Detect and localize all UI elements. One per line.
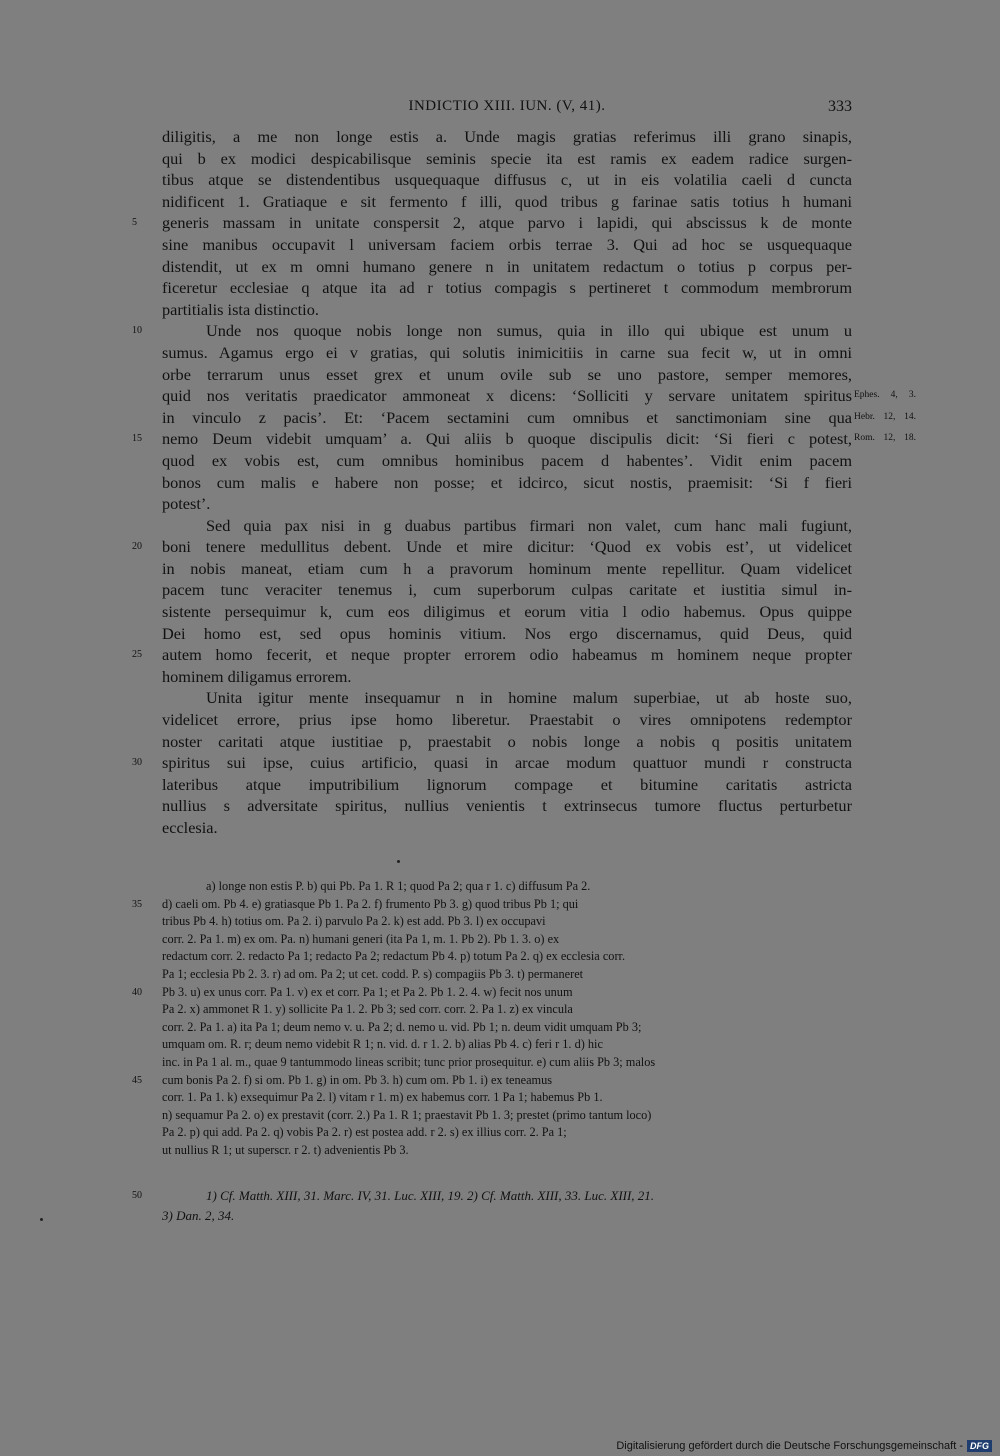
- note-line-text: Pa 2. p) qui add. Pa 2. q) vobis Pa 2. r) est postea add. r 2. s) ex illius corr. 2. Pa 1;: [162, 1125, 567, 1140]
- body-line: [132, 752, 852, 774]
- body-line: [162, 731, 852, 753]
- footer-text: Digitalisierung gefördert durch die Deutsche Forschungsgemeinschaft -: [616, 1440, 963, 1452]
- note-line-text: a) longe non estis P. b) qui Pb. Pa 1. R 1; quod Pa 2; qua r 1. c) diffusum Pa 2.: [206, 879, 591, 893]
- note-line: [162, 1001, 852, 1019]
- body-line: [162, 364, 852, 386]
- body-line: [162, 493, 852, 515]
- line-number: 50: [132, 1190, 142, 1201]
- line-number: 25: [132, 649, 142, 661]
- body-line-text: sumus. Agamus ergo ei v gratias, qui solutis inimicitiis in carne sua fecit w, ut in omni: [162, 342, 852, 362]
- body-line: [162, 558, 852, 580]
- body-line-text: autem homo fecerit, et neque propter errorem odio habeamus m hominem neque propter: [162, 645, 852, 665]
- running-title: INDICTIO XIII. IUN. (V, 41).: [408, 98, 606, 114]
- body-line: [132, 428, 916, 450]
- body-line: [162, 623, 852, 645]
- body-line: [162, 191, 852, 213]
- body-line-text: ficeretur ecclesiae q atque ita ad r totius compagis s pertineret t commodum membrorum: [162, 278, 852, 298]
- body-line: [162, 169, 852, 191]
- note-line: [162, 1019, 852, 1037]
- body-line: [162, 234, 852, 256]
- margin-reference: Ephes. 4, 3.: [854, 390, 916, 401]
- body-line: [132, 212, 852, 234]
- note-line: [162, 1036, 852, 1054]
- body-line: [162, 385, 916, 407]
- body-line-text: partitialis ista distinctio.: [162, 299, 319, 319]
- body-line: [162, 601, 852, 623]
- note-line-text: Pa 2. x) ammonet R 1. y) sollicite Pa 1. 2. Pb 3; sed corr. corr. 2. Pa 1. z) ex vincula: [162, 1002, 573, 1017]
- note-line-text: corr. 2. Pa 1. m) ex om. Pa. n) humani generi (ita Pa 1, m. 1. Pb 2). Pb 1. 3. o) ex: [162, 931, 560, 946]
- line-number: 45: [132, 1074, 142, 1086]
- note-line: [162, 1089, 852, 1107]
- body-line-text: Unde nos quoque nobis longe non sumus, quia in illo qui ubique est unum u: [206, 321, 852, 341]
- body-line-text: nidificent 1. Gratiaque e sit fermento f illi, quod tribus g farinae satis totius h humani: [162, 191, 852, 211]
- body-line: [162, 407, 916, 429]
- body-line: [162, 450, 852, 472]
- body-line-text: Unita igitur mente insequamur n in homine malum superbiae, ut ab hoste suo,: [206, 688, 852, 708]
- note-line-text: corr. 2. Pa 1. a) ita Pa 1; deum nemo v. u. Pa 2; d. nemo u. vid. Pb 1; n. deum vidit umquam Pb 3;: [162, 1019, 642, 1034]
- body-line-text: in nobis maneat, etiam cum h a pravorum hominum mente repellitur. Quam videlicet: [162, 558, 852, 578]
- body-line-text: nemo Deum videbit umquam’ a. Qui aliis b quoque discipulis dicit: ‘Si fieri c potest,: [162, 429, 852, 449]
- body-line-text: bonos cum malis e habere non posse; et idcirco, sicut nostis, praemisit: ‘Si f fieri: [162, 472, 852, 492]
- body-line-text: spiritus sui ipse, cuius artificio, quasi in arcae modum quattuor mundi r constructa: [162, 753, 852, 773]
- critical-apparatus: [132, 878, 852, 1160]
- note-line: [162, 1124, 852, 1142]
- note-line-text: Pa 1; ecclesia Pb 2. 3. r) ad om. Pa 2; ut cet. codd. P. s) compagiis Pb 3. t) permaneret: [162, 966, 584, 981]
- body-line-text: generis massam in unitate conspersit 2, atque parvo i lapidi, qui abscissus k de monte: [162, 213, 852, 233]
- print-speck: [397, 860, 400, 863]
- line-number: 5: [132, 217, 137, 229]
- source-line-text: 1) Cf. Matth. XIII, 31. Marc. IV, 31. Luc. XIII, 19. 2) Cf. Matth. XIII, 33. Luc. XIII, 21.: [206, 1188, 655, 1203]
- note-line: [162, 948, 852, 966]
- body-line-text: Dei homo est, sed opus hominis vitium. Nos ergo discernamus, quid Deus, quid: [162, 623, 852, 643]
- body-line: [162, 795, 852, 817]
- note-line-text: umquam om. R. r; deum nemo videbit R 1; n. vid. d. r 1. 2. b) alias Pb 4. c) feri r 1. d) hic: [162, 1037, 603, 1052]
- line-number: 35: [132, 898, 142, 910]
- body-line: [162, 817, 852, 839]
- line-number: 10: [132, 325, 142, 337]
- body-line-text: sine manibus occupavit l universam faciem orbis terrae 3. Qui ad hoc se usquequaque: [162, 234, 852, 254]
- note-line: [162, 1054, 852, 1072]
- note-line-text: inc. in Pa 1 al. m., quae 9 tantummodo lineas scribit; tunc prior prosequitur. e) cum aliis Pb 3; malos: [162, 1054, 656, 1069]
- margin-reference: Rom. 12, 18.: [854, 433, 916, 444]
- body-line-text: orbe terrarum unus esset grex et unum ovile sub se uno pastore, semper memores,: [162, 364, 852, 384]
- body-line: [162, 277, 852, 299]
- print-speck: [40, 1218, 43, 1221]
- body-line: [162, 256, 852, 278]
- body-line: [162, 666, 852, 688]
- line-number: 20: [132, 541, 142, 553]
- note-line-text: redactum corr. 2. redacto Pa 1; redacto Pa 2; redactum Pb 4. p) totum Pa 2. q) ex ecclesia corr.: [162, 949, 626, 964]
- body-line-text: videlicet errore, prius ipse homo liberetur. Praestabit o vires omnipotens redemptor: [162, 710, 852, 730]
- margin-reference: Hebr. 12, 14.: [854, 411, 916, 422]
- body-line: [132, 320, 852, 342]
- body-line-text: distendit, ut ex m omni humano genere n in unitatem redactum o totius p corpus per-: [162, 256, 852, 276]
- footer: [616, 1440, 992, 1452]
- note-line-text: corr. 1. Pa 1. k) exsequimur Pa 2. l) vitam r 1. m) ex habemus corr. 1 Pa 1; habemus Pb 1.: [162, 1090, 603, 1105]
- body-line: [162, 472, 852, 494]
- body-line: [132, 644, 852, 666]
- line-number: 15: [132, 433, 142, 445]
- body-line-text: diligitis, a me non longe estis a. Unde magis gratias referimus illi grano sinapis,: [162, 127, 852, 146]
- main-text: [132, 126, 916, 839]
- body-line-text: potest’.: [162, 494, 211, 514]
- note-line-text: Pb 3. u) ex unus corr. Pa 1. v) ex et corr. Pa 1; et Pa 2. Pb 1. 2. 4. w) fecit nos unum: [162, 984, 573, 999]
- note-line: [132, 1072, 852, 1090]
- body-line: [162, 126, 852, 148]
- body-line-text: qui b ex modici despicabilisque seminis specie ita est ramis ex eadem radice surgen-: [162, 148, 852, 168]
- note-line-text: ut nullius R 1; ut superscr. r 2. t) advenientis Pb 3.: [162, 1142, 409, 1157]
- body-line-text: lateribus atque imputribilium lignorum compage et bitumine caritatis astricta: [162, 774, 852, 794]
- body-line: [162, 515, 852, 537]
- body-line: [162, 687, 852, 709]
- body-line-text: noster caritati atque iustitiae p, praestabit o nobis longe a nobis q positis unitatem: [162, 731, 852, 751]
- note-line: [162, 931, 852, 949]
- note-line: [162, 878, 852, 896]
- source-line-text: 3) Dan. 2, 34.: [162, 1208, 235, 1223]
- body-line: [132, 536, 852, 558]
- source-notes: [132, 1186, 852, 1226]
- body-line-text: in vinculo z pacis’. Et: ‘Pacem sectamini cum omnibus et sanctimoniam sine qua: [162, 407, 852, 427]
- body-line-text: Sed quia pax nisi in g duabus partibus firmari non valet, cum hanc mali fugiunt,: [206, 515, 852, 535]
- body-line: [162, 579, 852, 601]
- page-number: 333: [828, 98, 852, 115]
- note-line-text: cum bonis Pa 2. f) si om. Pb 1. g) in om. Pb 3. h) cum om. Pb 1. i) ex teneamus: [162, 1072, 553, 1087]
- body-line-text: quid nos veritatis praedicator ammoneat x dicens: ‘Solliciti y servare unitatem spiritus: [162, 386, 852, 406]
- note-line: [132, 896, 852, 914]
- source-line: [162, 1206, 852, 1226]
- body-line: [162, 148, 852, 170]
- note-line: [132, 984, 852, 1002]
- body-line: [162, 774, 852, 796]
- body-line-text: tibus atque se distendentibus usquequaque diffusus c, ut in eis volatilia caeli d cuncta: [162, 170, 852, 190]
- note-line: [162, 1107, 852, 1125]
- note-line-text: n) sequamur Pa 2. o) ex prestavit (corr. 2.) Pa 1. R 1; praestavit Pb 1. 3; prestet (primo tantum loco): [162, 1107, 652, 1122]
- body-line: [162, 299, 852, 321]
- body-line-text: boni tenere medullitus debent. Unde et mire dicitur: ‘Quod ex vobis est’, ut videlicet: [162, 537, 852, 557]
- running-head: [162, 98, 852, 120]
- body-line: [162, 342, 852, 364]
- body-line-text: ecclesia.: [162, 818, 218, 837]
- line-number: 40: [132, 986, 142, 998]
- source-line: [132, 1186, 852, 1206]
- note-line-text: d) caeli om. Pb 4. e) gratiasque Pb 1. Pa 2. f) frumento Pb 3. g) quod tribus Pb 1; qui: [162, 896, 579, 911]
- note-line: [162, 1142, 852, 1160]
- body-line-text: sistente persequimur k, cum eos diligimus et eorum vitia l odio habemus. Opus quippe: [162, 602, 852, 622]
- line-number: 30: [132, 757, 142, 769]
- body-line: [162, 709, 852, 731]
- body-line-text: nullius s adversitate spiritus, nullius venientis t extrinsecus tumore fluctus perturbetur: [162, 796, 852, 816]
- dfg-logo: DFG: [967, 1440, 992, 1452]
- note-line: [162, 913, 852, 931]
- note-line: [162, 966, 852, 984]
- body-line-text: quod ex vobis est, cum omnibus hominibus pacem d habentes’. Vidit enim pacem: [162, 450, 852, 470]
- note-line-text: tribus Pb 4. h) totius om. Pa 2. i) parvulo Pa 2. k) est add. Pb 3. l) ex occupavi: [162, 914, 546, 929]
- body-line-text: pacem tunc veraciter tenemus i, cum superborum culpas caritate et iustitia simul in-: [162, 580, 852, 600]
- body-line-text: hominem diligamus errorem.: [162, 666, 352, 686]
